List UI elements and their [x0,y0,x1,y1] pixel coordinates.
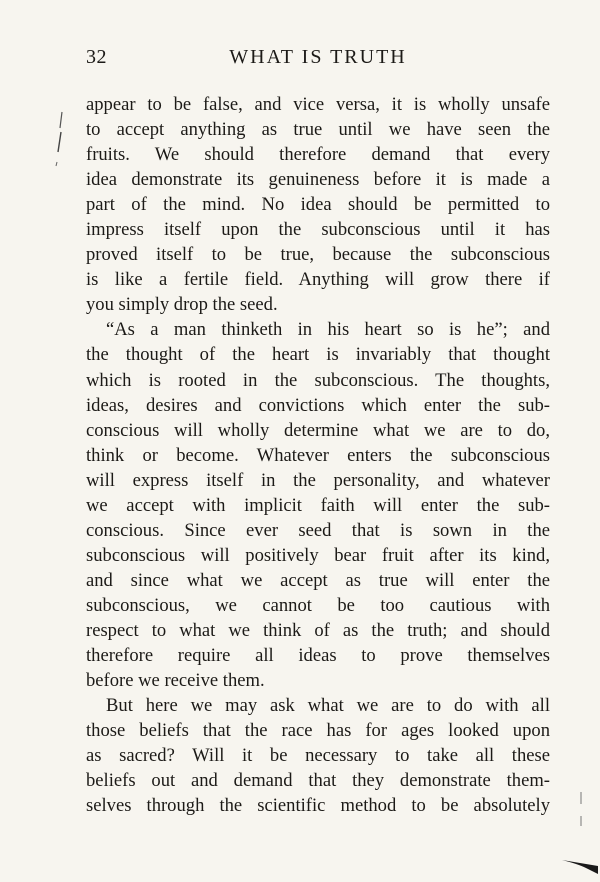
pencil-margin-mark [52,108,68,168]
text-line: beliefs out and demand that they demonstrate them- [86,770,550,792]
text-line: before we receive them. [86,670,265,692]
text-line: the thought of the heart is invariably that thought [86,344,550,366]
page-header [86,46,550,76]
text-line: we accept with implicit faith will enter the sub- [86,494,550,516]
text-line: selves through the scientific method to be absolutely [86,795,550,817]
text-line: will express itself in the personality, and whatever [86,469,550,491]
text-line: conscious. Since ever seed that is sown in the [86,519,550,541]
text-line: “As a man thinketh in his heart so is he”; and [106,319,550,341]
text-line: to accept anything as true until we have seen the [86,119,550,141]
text-line: is like a fertile field. Anything will grow there if [86,269,550,291]
text-line: you simply drop the seed. [86,294,278,316]
text-line: impress itself upon the subconscious until it has [86,219,550,241]
paragraph [86,92,550,317]
text-line: subconscious, we cannot be too cautious with [86,594,550,616]
text-line: conscious will wholly determine what we are to do, [86,419,550,441]
text-line: part of the mind. No idea should be permitted to [86,194,550,216]
page-edge-mark [578,790,584,830]
text-line: as sacred? Will it be necessary to take all these [86,745,550,767]
page-number: 32 [86,46,107,68]
text-line: ideas, desires and convictions which enter the sub- [86,394,550,416]
text-line: respect to what we think of as the truth; and should [86,619,550,641]
paragraph [86,693,550,818]
text-line: those beliefs that the race has for ages looked upon [86,720,550,742]
text-line: appear to be false, and vice versa, it is wholly unsafe [86,94,550,115]
page-corner-mark [560,854,600,876]
text-line: fruits. We should therefore demand that every [86,144,550,166]
text-line: idea demonstrate its genuineness before it is made a [86,169,550,191]
text-line: think or become. Whatever enters the subconscious [86,444,550,466]
text-line: and since what we accept as true will enter the [86,569,550,591]
text-line: But here we may ask what we are to do with all [106,695,550,717]
paragraph [86,317,550,693]
text-line: which is rooted in the subconscious. The thoughts, [86,369,550,391]
text-line: subconscious will positively bear fruit after its kind, [86,544,550,566]
text-line: therefore require all ideas to prove themselves [86,645,550,667]
body-text [86,92,550,818]
text-line: proved itself to be true, because the subconscious [86,244,550,266]
running-title: WHAT IS TRUTH [229,46,407,68]
